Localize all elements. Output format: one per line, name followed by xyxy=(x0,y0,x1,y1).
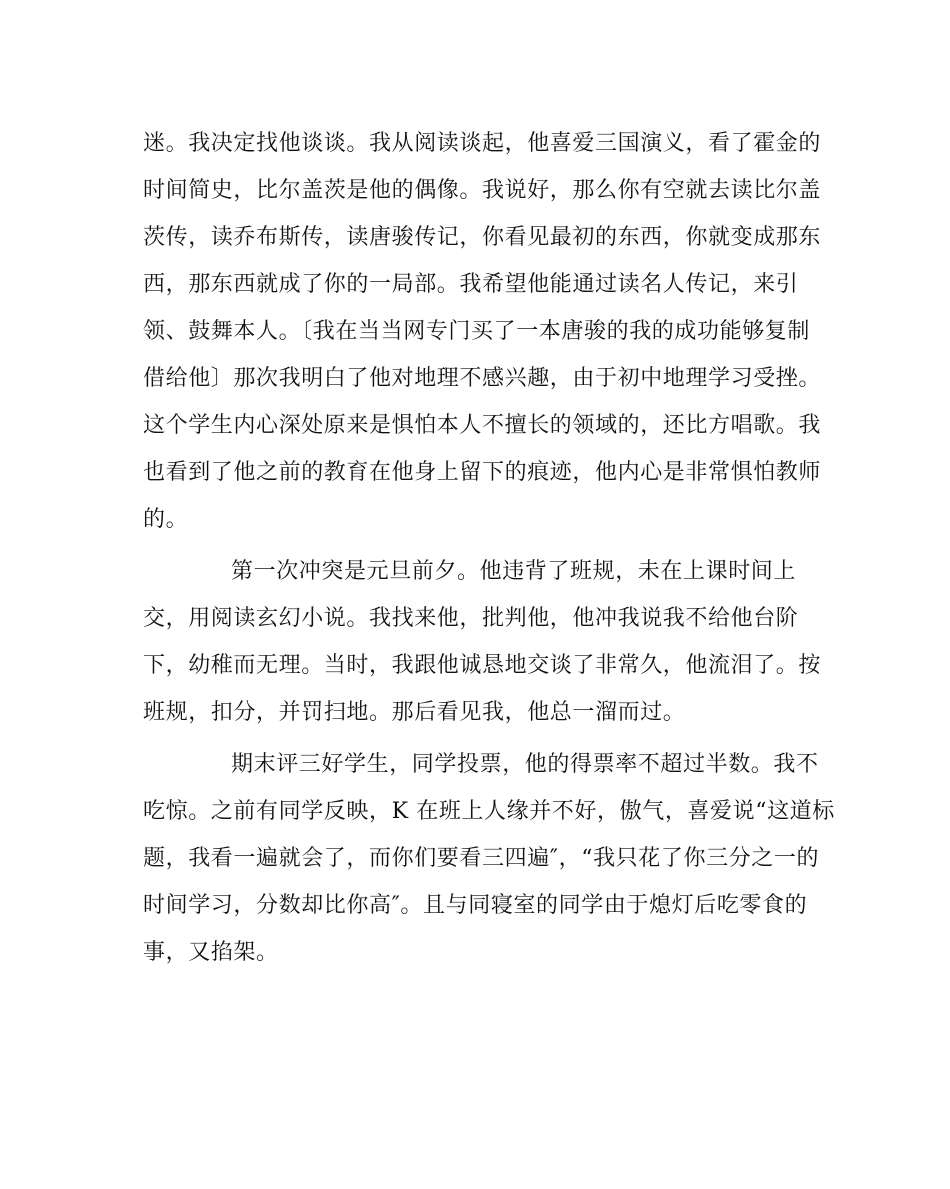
text-line: 班规，扣分，并罚扫地。那后看见我，他总一溜而过。 xyxy=(143,700,686,725)
text-line: 时间简史，比尔盖茨是他的偶像。我说好，那么你有空就去读比尔盖 xyxy=(143,178,822,203)
text-line: 题，我看一遍就会了，而你们要看三四遍″，“我只花了你三分之一的 xyxy=(143,846,820,871)
text-line: 的。 xyxy=(143,507,189,532)
text-line: 借给他〕那次我明白了他对地理不感兴趣，由于初中地理学习受挫。 xyxy=(143,366,822,391)
text-line: 迷。我决定找他谈谈。我从阅读谈起，他喜爱三国演义，看了霍金的 xyxy=(143,131,822,156)
text-line: 时间学习，分数却比你高″。且与同寝室的同学由于熄灯后吃零食的 xyxy=(143,893,808,918)
text-line: 吃惊。之前有同学反映，K 在班上人缘并不好，傲气，喜爱说“这道标 xyxy=(143,799,835,824)
text-line: 也看到了他之前的教育在他身上留下的痕迹，他内心是非常惧怕教师 xyxy=(143,460,822,485)
paragraph-first-line: 第一次冲突是元旦前夕。他违背了班规，未在上课时间上 xyxy=(231,559,797,584)
text-line: 西，那东西就成了你的一局部。我希望他能通过读名人传记，来引 xyxy=(143,272,799,297)
paragraph-first-line: 期末评三好学生，同学投票，他的得票率不超过半数。我不 xyxy=(231,752,819,777)
text-line: 下，幼稚而无理。当时，我跟他诚恳地交谈了非常久，他流泪了。按 xyxy=(143,653,822,678)
text-line: 事，又掐架。 xyxy=(143,940,279,965)
text-line: 领、鼓舞本人。〔我在当当网专门买了一本唐骏的我的成功能够复制 xyxy=(143,319,811,344)
text-line: 这个学生内心深处原来是惧怕本人不擅长的领域的，还比方唱歌。我 xyxy=(143,413,822,438)
text-line: 交，用阅读玄幻小说。我找来他，批判他，他冲我说我不给他台阶 xyxy=(143,606,799,631)
text-line: 茨传，读乔布斯传，读唐骏传记，你看见最初的东西，你就变成那东 xyxy=(143,225,822,250)
